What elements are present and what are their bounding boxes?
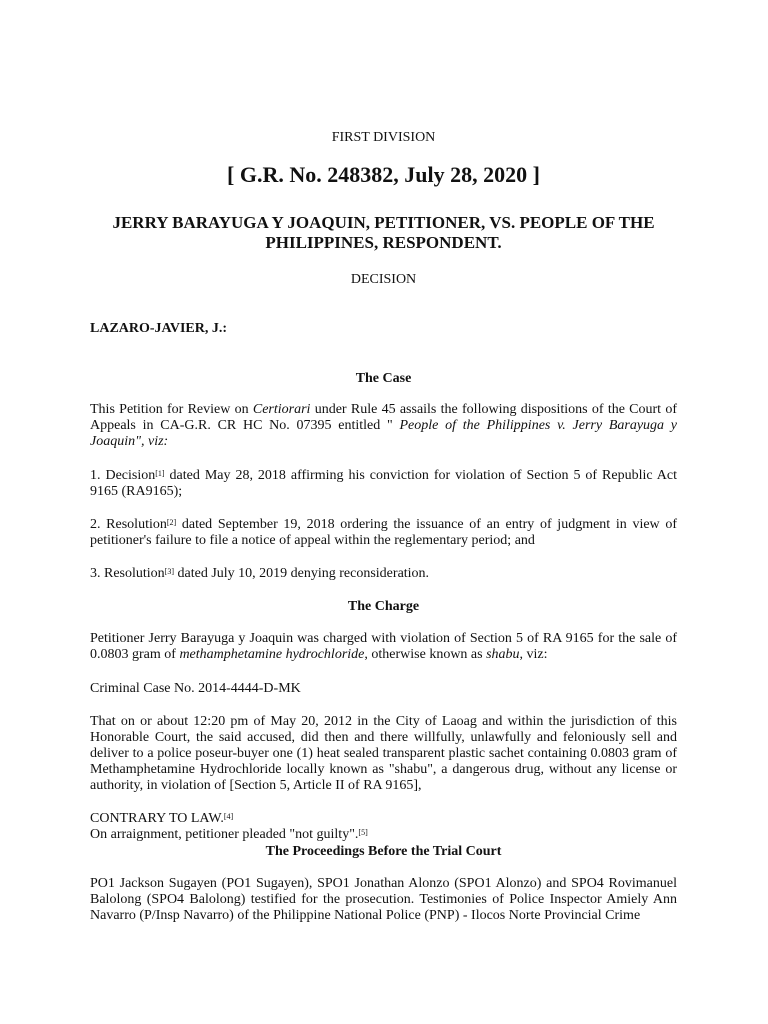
- case-number: [ G.R. No. 248382, July 28, 2020 ]: [227, 162, 540, 187]
- charge-text-3: , viz:: [519, 647, 548, 662]
- intro-italic-2: People of the Philippines v. Jerry Barayuga y Joaquin", viz:: [90, 418, 677, 449]
- intro-text-1: This Petition for Review on: [90, 402, 253, 417]
- disposition-item-2: [90, 517, 677, 549]
- arraignment-text: On arraignment, petitioner pleaded "not guilty".: [90, 827, 359, 842]
- item3-lead: 3. Resolution: [90, 566, 165, 581]
- heading-the-case: The Case: [355, 371, 412, 386]
- item3-text: dated July 10, 2019 denying reconsideration.: [174, 566, 430, 581]
- contrary-text: CONTRARY TO LAW.: [90, 811, 224, 826]
- heading-the-charge: The Charge: [347, 599, 420, 614]
- item1-text: dated May 28, 2018 affirming his conviction for violation of Section 5 of Republic Act 9165 (RA9165);: [90, 468, 677, 499]
- charge-text-1: Petitioner Jerry Barayuga y Joaquin was charged with violation of Section 5 of RA 9165 for the sale of 0.0803 gram of: [90, 631, 677, 662]
- arraignment-paragraph: [90, 827, 677, 843]
- charge-italic-1: methamphetamine hydrochloride: [179, 647, 365, 662]
- division-label: FIRST DIVISION: [331, 130, 436, 145]
- heading-proceedings: The Proceedings Before the Trial Court: [265, 844, 502, 859]
- intro-italic-1: Certiorari: [252, 402, 311, 417]
- case-title: JERRY BARAYUGA Y JOAQUIN, PETITIONER, VS. PEOPLE OF THE PHILIPPINES, RESPONDENT.: [112, 213, 655, 252]
- information-paragraph: That on or about 12:20 pm of May 20, 2012 in the City of Laoag and within the jurisdiction of this Honorable Court, the said accused, did then and there willfully, unlawfully and feloniously sell and deliver to a police poseur-buyer one (1) heat sealed transparent plastic sachet containing 0.0803 gram of Methamphetamine Hydrochloride locally known as "shabu", a dangerous drug, without any license or authority, in violation of [Section 5, Article II of RA 9165],: [90, 714, 677, 793]
- footnote-ref-4[interactable]: [4]: [223, 812, 234, 821]
- item2-lead: 2. Resolution: [90, 517, 167, 532]
- decision-label: DECISION: [350, 272, 417, 287]
- disposition-item-3: [90, 566, 677, 582]
- intro-paragraph: [90, 402, 677, 450]
- item2-text: dated September 19, 2018 ordering the issuance of an entry of judgment in view of petitioner's failure to file a notice of appeal within the reglementary period; and: [90, 517, 677, 548]
- charge-paragraph: [90, 631, 677, 663]
- proceedings-paragraph: PO1 Jackson Sugayen (PO1 Sugayen), SPO1 Jonathan Alonzo (SPO1 Alonzo) and SPO4 Rovimanuel Balolong (SPO4 Balolong) testified for the prosecution. Testimonies of Police Inspector Amiely Ann Navarro (P/Insp Navarro) of the Philippine National Police (PNP) - Ilocos Norte Provincial Crime: [90, 876, 677, 923]
- footnote-ref-3[interactable]: [3]: [164, 567, 174, 576]
- disposition-item-1: [90, 468, 677, 500]
- ponente: LAZARO-JAVIER, J.:: [90, 321, 228, 336]
- footnote-ref-1[interactable]: [1]: [155, 469, 165, 478]
- criminal-case-number: Criminal Case No. 2014-4444-D-MK: [90, 681, 301, 696]
- intro-text-2: under Rule 45 assails the following dispositions of the Court of Appeals in CA-G.R. CR HC No. 07395 entitled ": [90, 402, 677, 433]
- footnote-ref-5[interactable]: [5]: [358, 828, 368, 837]
- charge-italic-2: shabu: [486, 647, 520, 662]
- contrary-to-law: [90, 811, 677, 827]
- item1-lead: 1. Decision: [90, 468, 156, 483]
- footnote-ref-2[interactable]: [2]: [166, 518, 177, 527]
- charge-text-2: , otherwise known as: [364, 647, 487, 662]
